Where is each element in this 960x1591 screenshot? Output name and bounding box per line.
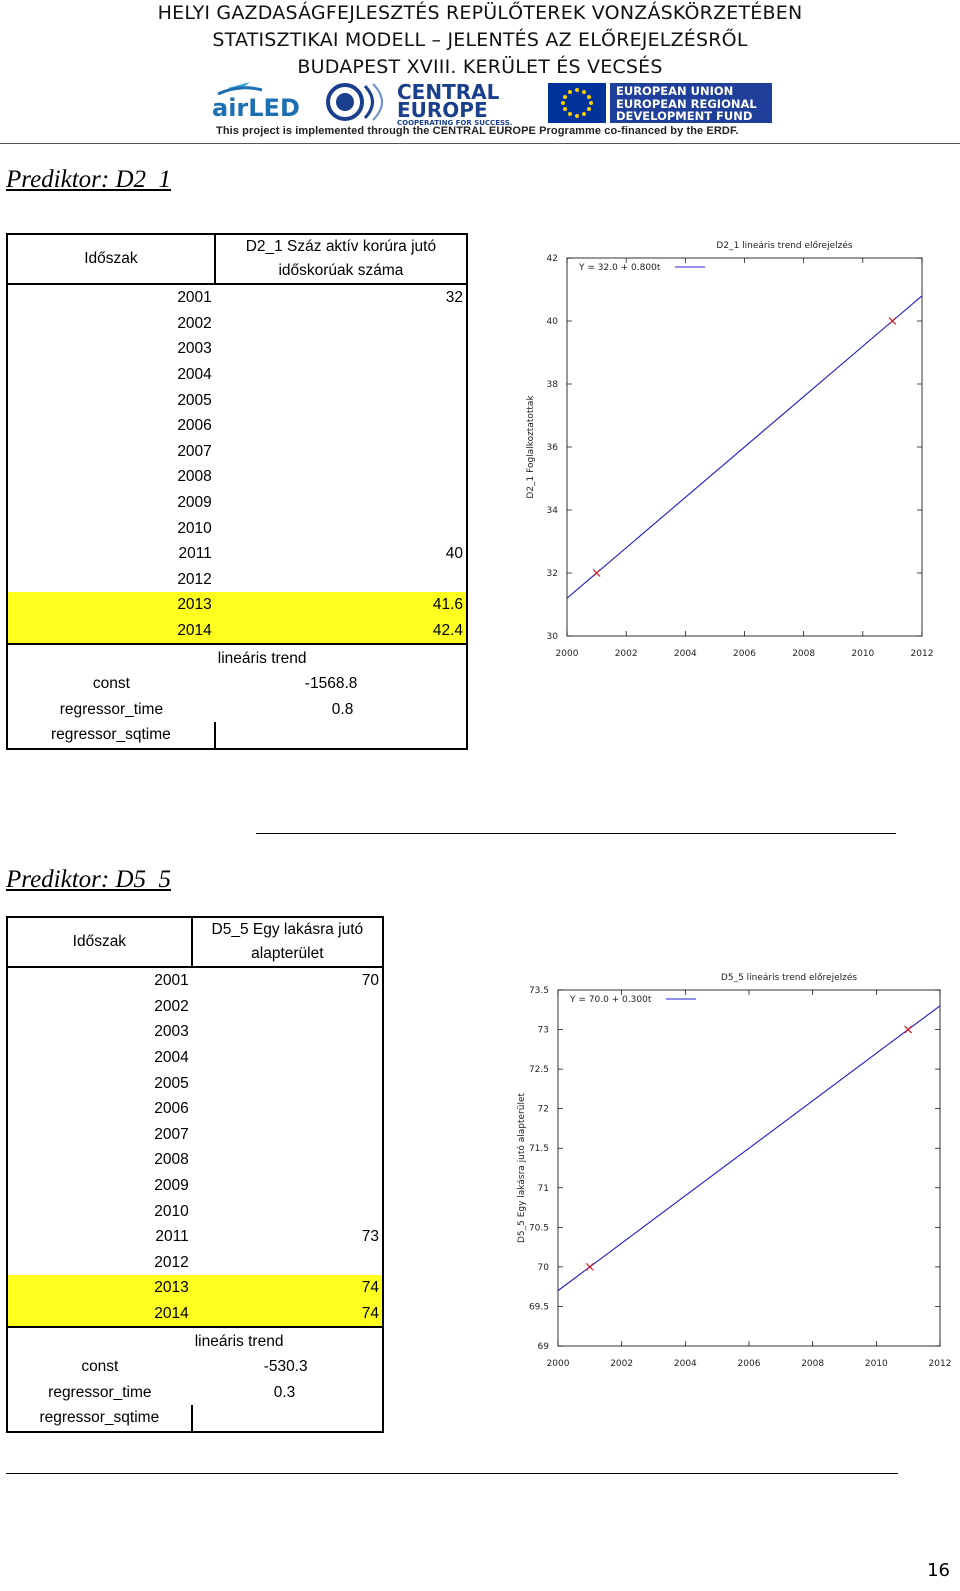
data-point	[593, 570, 600, 577]
legend-label: Y = 32.0 + 0.800t	[579, 263, 661, 273]
x-tick-label: 2000	[555, 649, 579, 659]
section1-table	[6, 233, 468, 750]
eu-text-3: DEVELOPMENT FUND	[616, 109, 753, 123]
x-tick-label: 2012	[928, 1359, 952, 1369]
x-tick-label: 2006	[733, 649, 756, 659]
y-tick-label: 72	[537, 1104, 549, 1115]
table-row: 2008	[7, 1147, 383, 1173]
x-tick-label: 2004	[673, 649, 697, 659]
table-row-forecast: 2013 74	[7, 1275, 383, 1301]
y-tick-label: 69.5	[528, 1302, 549, 1313]
value-header-line-2: időskorúak száma	[278, 262, 404, 279]
x-tick-label: 2002	[614, 649, 638, 659]
table-row: 2004	[7, 1045, 383, 1071]
page-number: 16	[927, 1560, 950, 1581]
param-row	[7, 671, 467, 697]
param-row	[7, 1380, 383, 1406]
header-line-2: STATISZTIKAI MODELL – JELENTÉS AZ ELŐREJELZÉSRŐL	[212, 29, 748, 51]
table-row: 2012	[7, 567, 467, 593]
param-row	[7, 722, 467, 749]
project-note: This project is implemented through the CENTRAL EUROPE Programme co-financed by the ERDF.	[216, 125, 739, 137]
x-tick-label: 2010	[851, 649, 875, 659]
value-header-line-1: D2_1 Száz aktív korúra jutó	[245, 238, 437, 255]
param-value	[192, 1405, 383, 1432]
table-row: 2007	[7, 1122, 383, 1148]
param-name: regressor_time	[7, 1380, 192, 1406]
table-row: 2003	[7, 336, 467, 362]
airled-logo-text: airLED	[212, 94, 300, 122]
trend-line	[558, 1006, 940, 1291]
param-name: regressor_time	[7, 697, 215, 723]
legend-label: Y = 70.0 + 0.300t	[570, 995, 652, 1005]
central-europe-word-2: EUROPE	[397, 98, 488, 122]
table-row: 2005	[7, 1070, 383, 1096]
table-header-row	[7, 234, 467, 284]
section1-title: Prediktor: D2_1	[6, 166, 172, 193]
trend-label: lineáris trend	[192, 1327, 383, 1354]
value-header	[215, 234, 467, 284]
y-tick-label: 38	[546, 380, 558, 390]
table-row: 2002	[7, 311, 467, 337]
param-row	[7, 697, 467, 723]
param-row	[7, 1405, 383, 1432]
data-point	[586, 1263, 593, 1270]
param-value	[215, 722, 467, 749]
eu-logo	[548, 83, 772, 123]
x-tick-label: 2010	[864, 1359, 888, 1369]
section-divider	[256, 833, 896, 834]
period-header: Időszak	[7, 917, 192, 967]
eu-text-2: EUROPEAN REGIONAL	[616, 97, 757, 111]
x-tick-label: 2000	[546, 1359, 570, 1369]
value-header-line-2: alapterület	[251, 945, 324, 962]
x-tick-label: 2008	[792, 649, 816, 659]
trend-line	[567, 296, 922, 598]
plot-frame	[558, 990, 940, 1346]
header-line-1: HELYI GAZDASÁGFEJLESZTÉS REPÜLŐTEREK VONZÁSKÖRZETÉBEN	[157, 2, 803, 24]
param-name: const	[7, 1354, 192, 1380]
table-row: 2003	[7, 1019, 383, 1045]
trend-label-row	[7, 1327, 383, 1354]
param-name: regressor_sqtime	[7, 722, 215, 749]
chart-title: D5_5 lineáris trend előrejelzés	[720, 973, 858, 983]
y-tick-label: 69	[537, 1342, 549, 1352]
y-tick-label: 40	[546, 317, 558, 327]
table-row: 2012	[7, 1250, 383, 1276]
table-row: 2011 40	[7, 541, 467, 567]
header-divider	[0, 143, 960, 144]
y-tick-label: 30	[546, 632, 558, 642]
table-row: 2006	[7, 413, 467, 439]
table-row-forecast: 2014 42.4	[7, 618, 467, 645]
y-tick-label: 71	[537, 1183, 549, 1194]
y-tick-label: 70	[537, 1262, 549, 1273]
table-row: 2010	[7, 515, 467, 541]
x-tick-label: 2004	[673, 1359, 697, 1369]
y-tick-label: 34	[546, 506, 558, 516]
central-europe-word-1: CENTRAL	[397, 80, 500, 104]
y-axis-label: D2_1 Foglalkoztatottak	[526, 395, 536, 499]
trend-label: lineáris trend	[215, 644, 467, 671]
x-tick-label: 2012	[910, 649, 934, 659]
y-tick-label: 73.5	[528, 986, 549, 996]
param-row	[7, 1354, 383, 1380]
table-row: 2004	[7, 362, 467, 388]
param-value: -1568.8	[215, 671, 467, 697]
param-value: -530.3	[192, 1354, 383, 1380]
param-value: 0.3	[192, 1380, 383, 1406]
table-row: 2009	[7, 1173, 383, 1199]
param-name: regressor_sqtime	[7, 1405, 192, 1432]
table-row: 2008	[7, 464, 467, 490]
param-value: 0.8	[215, 697, 467, 723]
y-axis-label: D5_5 Egy lakásra jutó alapterület	[517, 1092, 527, 1244]
data-point	[889, 318, 896, 325]
airled-logo	[210, 80, 306, 124]
value-header-line-1: D5_5 Egy lakásra jutó	[211, 921, 364, 938]
table-row-forecast: 2013 41.6	[7, 592, 467, 618]
central-europe-logo	[325, 80, 525, 126]
footer-divider	[6, 1473, 898, 1474]
y-tick-label: 32	[546, 569, 558, 579]
table-row: 2006	[7, 1096, 383, 1122]
y-tick-label: 72.5	[528, 1065, 549, 1076]
central-europe-tagline: COOPERATING FOR SUCCESS.	[397, 119, 513, 127]
x-tick-label: 2008	[801, 1359, 825, 1369]
data-point	[905, 1026, 912, 1033]
table-row: 2001 32	[7, 284, 467, 311]
table-row: 2005	[7, 387, 467, 413]
table-row: 2009	[7, 490, 467, 516]
table-row: 2001 70	[7, 967, 383, 994]
table-header-row	[7, 917, 383, 967]
table-row: 2007	[7, 439, 467, 465]
trend-label-row	[7, 644, 467, 671]
x-tick-label: 2006	[737, 1359, 761, 1369]
table-row: 2010	[7, 1198, 383, 1224]
table-row-forecast: 2014 74	[7, 1301, 383, 1328]
table-row: 2011 73	[7, 1224, 383, 1250]
table-row: 2002	[7, 994, 383, 1020]
x-tick-label: 2002	[610, 1359, 634, 1369]
param-name: const	[7, 671, 215, 697]
header-line-3: BUDAPEST XVIII. KERÜLET ÉS VECSÉS	[297, 56, 663, 78]
chart-title: D2_1 lineáris trend előrejelzés	[716, 241, 853, 251]
y-tick-label: 73	[537, 1025, 549, 1036]
value-header	[192, 917, 383, 967]
y-tick-label: 70.5	[528, 1223, 549, 1234]
eu-text-1: EUROPEAN UNION	[616, 84, 734, 98]
y-tick-label: 36	[546, 443, 558, 453]
section2-title: Prediktor: D5_5	[6, 866, 172, 893]
chart-d5-5	[517, 970, 960, 1390]
section2-table	[6, 916, 384, 1433]
y-tick-label: 71.5	[528, 1144, 549, 1155]
period-header: Időszak	[7, 234, 215, 284]
y-tick-label: 42	[546, 254, 558, 264]
chart-d2-1	[526, 228, 950, 668]
